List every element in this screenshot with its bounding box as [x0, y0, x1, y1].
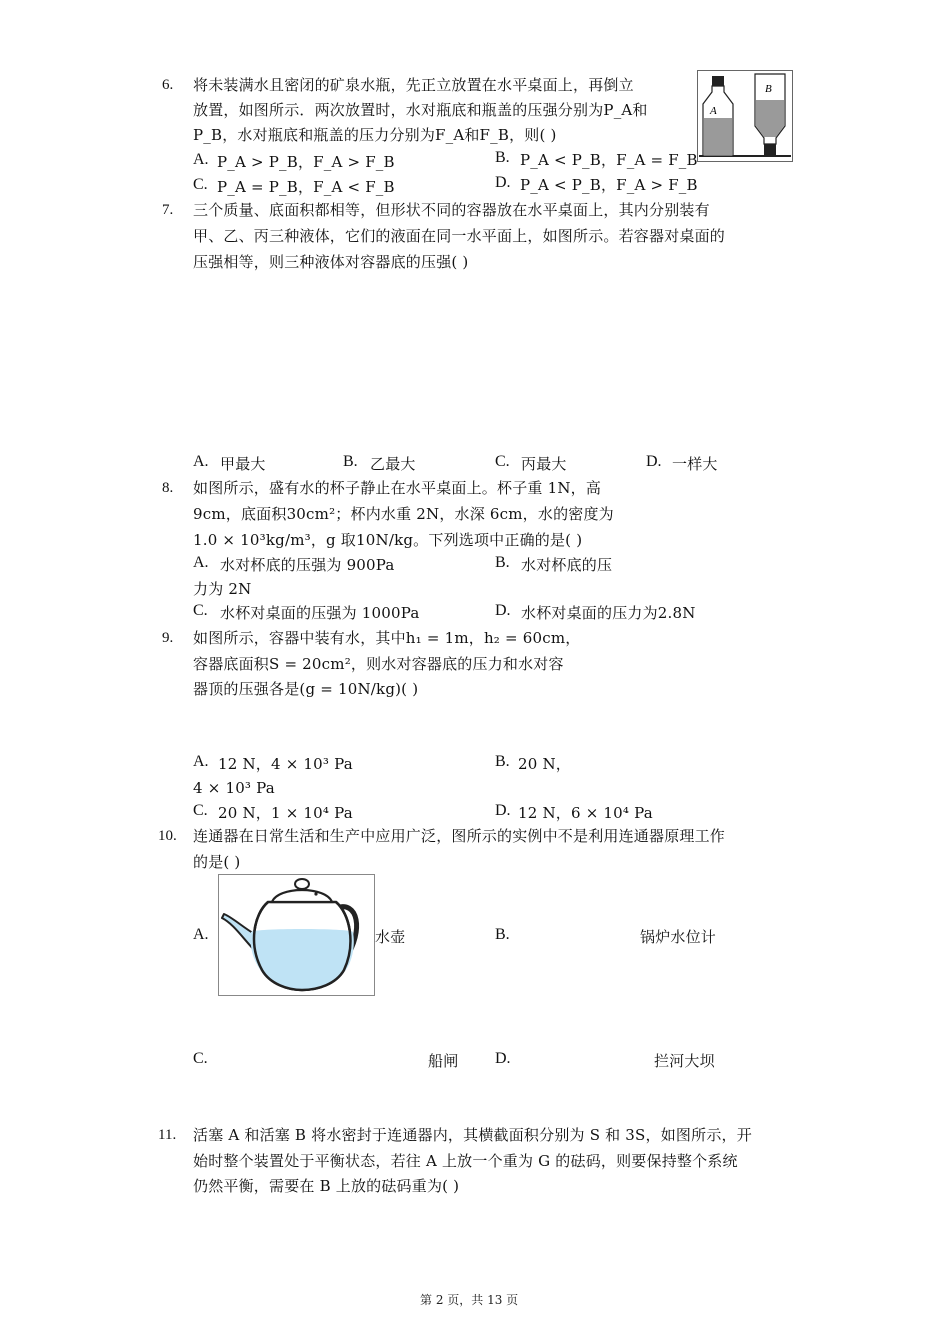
q6-line-2: 放置，如图所示．两次放置时，水对瓶底和瓶盖的压强分别为P_A和: [193, 101, 648, 119]
q10-option-a-label: A.: [193, 926, 209, 943]
q7-option-a-label: A.: [193, 453, 209, 470]
q7-line-1: 三个质量、底面积都相等，但形状不同的容器放在水平桌面上，其内分别装有: [193, 201, 710, 219]
q8-option-b-text: 水对杯底的压: [521, 556, 613, 574]
q10-option-b-text: 锅炉水位计: [640, 928, 717, 946]
q6-option-a-text: P_A > P_B，F_A > F_B: [217, 153, 395, 171]
q10-option-d-text: 拦河大坝: [654, 1052, 715, 1070]
q8-option-d-text: 水杯对桌面的压力为2.8N: [521, 604, 696, 622]
q10-line-1: 连通器在日常生活和生产中应用广泛，图所示的实例中不是利用连通器原理工作: [193, 827, 726, 845]
q11-line-1: 活塞 A 和活塞 B 将水密封于连通器内，其横截面积分别为 S 和 3S，如图所示，开: [193, 1126, 752, 1144]
q10-option-d-label: D.: [495, 1050, 511, 1067]
q6-line-1: 将未装满水且密闭的矿泉水瓶，先正立放置在水平桌面上，再倒立: [193, 76, 634, 94]
q7-line-3: 压强相等，则三种液体对容器底的压强( ): [193, 253, 469, 271]
q8-line-1: 如图所示，盛有水的杯子静止在水平桌面上。杯子重 1N，高: [193, 479, 602, 497]
q7-option-d-label: D.: [646, 453, 662, 470]
q9-option-c-label: C.: [193, 802, 208, 819]
q6-bottles-figure: [697, 70, 793, 162]
q9-option-a-text: 12 N，4 × 10³ Pa: [218, 755, 353, 773]
q9-number: 9.: [162, 630, 174, 646]
q8-line-3: 1.0 × 10³kg/m³，g 取10N/kg。下列选项中正确的是( ): [193, 531, 583, 549]
q9-option-b-label: B.: [495, 753, 510, 770]
q11-line-3: 仍然平衡，需要在 B 上放的砝码重为( ): [193, 1177, 460, 1195]
q6-option-c-label: C.: [193, 176, 208, 193]
q6-option-c-text: P_A = P_B，F_A < F_B: [217, 178, 395, 196]
q6-line-3: P_B，水对瓶底和瓶盖的压力分别为F_A和F_B，则( ): [193, 126, 557, 144]
q6-option-a-label: A.: [193, 151, 209, 168]
q10-option-c-text: 船闸: [428, 1052, 459, 1070]
q8-number: 8.: [162, 480, 174, 496]
q6-figure-label-a: A: [710, 105, 717, 117]
q9-option-a-continuation: 4 × 10³ Pa: [193, 779, 275, 797]
q8-option-a-label: A.: [193, 554, 209, 571]
q8-line-2: 9cm，底面积30cm²；杯内水重 2N，水深 6cm，水的密度为: [193, 505, 614, 523]
q7-option-b-label: B.: [343, 453, 358, 470]
q6-option-d-text: P_A < P_B，F_A > F_B: [520, 176, 698, 194]
q7-option-d-text: 一样大: [672, 455, 718, 473]
q9-option-a-label: A.: [193, 753, 209, 770]
q9-line-2: 容器底面积S = 20cm²，则水对容器底的压力和水对容: [193, 655, 564, 673]
q9-option-c-text: 20 N，1 × 10⁴ Pa: [218, 804, 353, 822]
q10-number: 10.: [158, 828, 177, 844]
q6-option-b-text: P_A < P_B，F_A = F_B: [520, 151, 698, 169]
q10-line-2: 的是( ): [193, 853, 241, 871]
q10-option-c-label: C.: [193, 1050, 208, 1067]
q7-option-c-label: C.: [495, 453, 510, 470]
q11-number: 11.: [158, 1127, 177, 1143]
q9-line-3: 器顶的压强各是(g = 10N/kg)( ): [193, 680, 419, 698]
q9-option-b-text: 20 N，: [518, 755, 571, 773]
q6-option-d-label: D.: [495, 174, 511, 191]
page-footer: 第 2 页，共 13 页: [420, 1293, 519, 1307]
q7-line-2: 甲、乙、丙三种液体，它们的液面在同一水平面上，如图所示。若容器对桌面的: [193, 227, 726, 245]
q9-option-d-label: D.: [495, 802, 511, 819]
q11-line-2: 始时整个装置处于平衡状态，若往 A 上放一个重为 G 的砝码，则要保持整个系统: [193, 1152, 738, 1170]
q8-option-c-label: C.: [193, 602, 208, 619]
q10-option-b-label: B.: [495, 926, 510, 943]
q10-option-a-text: 水壶: [375, 928, 406, 946]
q8-option-a-continuation: 力为 2N: [193, 580, 252, 598]
q7-option-a-text: 甲最大: [220, 455, 266, 473]
q6-figure-label-b: B: [765, 83, 772, 95]
q6-number: 6.: [162, 77, 174, 93]
q8-option-a-text: 水对杯底的压强为 900Pa: [220, 556, 395, 574]
q9-option-d-text: 12 N，6 × 10⁴ Pa: [518, 804, 653, 822]
teapot-figure: [218, 874, 375, 996]
q7-option-b-text: 乙最大: [370, 455, 416, 473]
q8-option-c-text: 水杯对桌面的压强为 1000Pa: [220, 604, 420, 622]
q7-option-c-text: 丙最大: [521, 455, 567, 473]
q7-number: 7.: [162, 202, 174, 218]
q6-option-b-label: B.: [495, 149, 510, 166]
q8-option-b-label: B.: [495, 554, 510, 571]
q8-option-d-label: D.: [495, 602, 511, 619]
q9-line-1: 如图所示，容器中装有水，其中h₁ = 1m，h₂ = 60cm，: [193, 629, 581, 647]
